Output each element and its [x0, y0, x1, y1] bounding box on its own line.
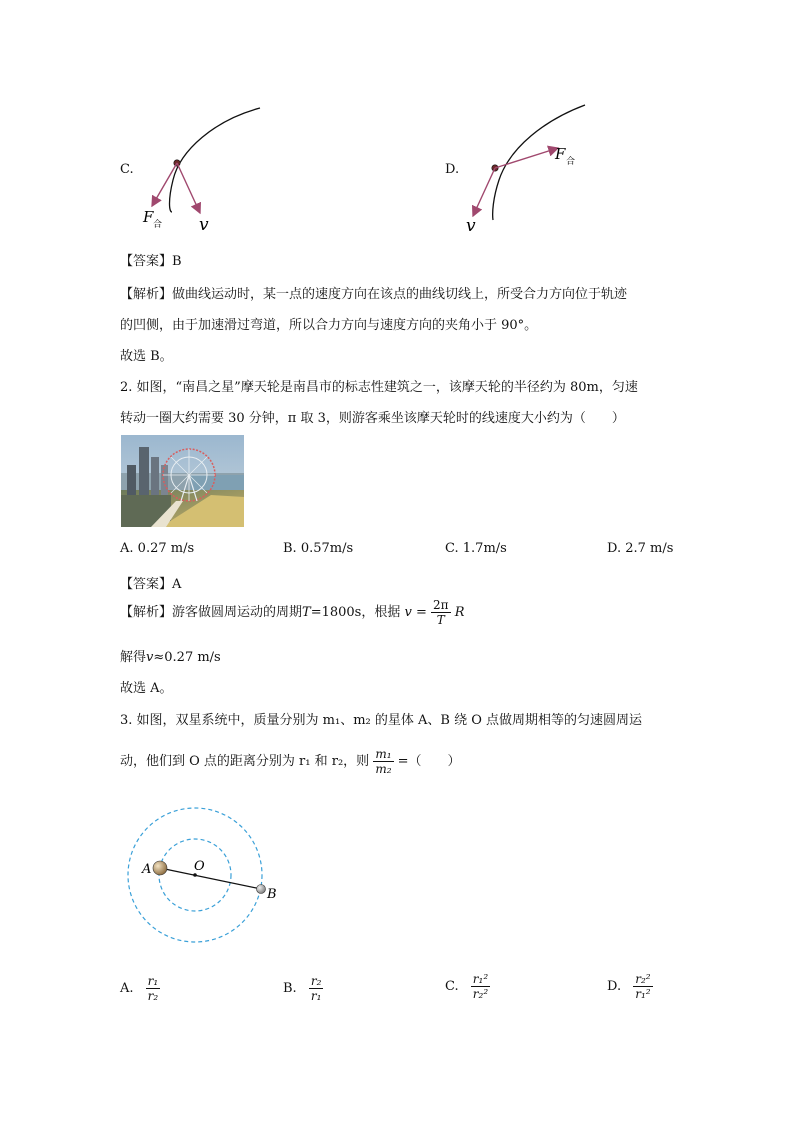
velocity-label: v: [199, 215, 209, 235]
force-arrow: [495, 148, 558, 168]
q2-stem-line1: 2. 如图，“南昌之星”摩天轮是南昌市的标志性建筑之一，该摩天轮的半径约为 80m，匀速: [120, 380, 638, 395]
analysis-tag: 【解析】: [120, 287, 173, 302]
q2-conclusion: 故选 A。: [120, 681, 173, 696]
q2-stem-line2: 转动一圈大约需要 30 分钟，π 取 3，则游客乘坐该摩天轮时的线速度大小约为（ ）: [120, 411, 625, 426]
binary-star-diagram: [120, 800, 280, 950]
analysis-text: 做曲线运动时，某一点的速度方向在该点的曲线切线上，所受合力方向位于轨迹: [172, 287, 628, 302]
option-c-diagram: [135, 100, 275, 240]
ferris-wheel-photo: [121, 435, 244, 527]
q3-option-c[interactable]: C. $\frac{\text{r₁²}}{\text{r₂²}}$: [445, 972, 489, 1001]
q2-option-c[interactable]: C. 1.7m/s: [445, 541, 507, 556]
velocity-arrow: [177, 163, 200, 213]
q2-option-b[interactable]: B. 0.57m/s: [283, 541, 354, 556]
trajectory-curve: [170, 108, 261, 212]
formula-lhs: v =: [404, 605, 427, 620]
q1-answer: [120, 250, 182, 269]
force-label: F: [555, 145, 566, 163]
option-d-label: D.: [445, 162, 460, 177]
q1-analysis-line1: [120, 283, 627, 302]
force-arrow: [152, 163, 177, 206]
q2-option-d[interactable]: D. 2.7 m/s: [607, 541, 674, 556]
q1-analysis-line2: 的凹侧，由于加速滑过弯道，所以合力方向与速度方向的夹角小于 90°。: [120, 318, 538, 333]
option-c-label: C.: [120, 162, 134, 177]
force-label: F: [143, 208, 154, 226]
label-a: A: [142, 862, 152, 877]
velocity-arrow: [473, 168, 495, 216]
answer-value: A: [172, 577, 182, 592]
q3-option-d[interactable]: D. $\frac{\text{r₂²}}{\text{r₁²}}$: [607, 972, 651, 1001]
q3-option-b[interactable]: B. $\frac{\text{r₂}}{\text{r₁}}$: [283, 974, 322, 1003]
label-b: B: [267, 887, 277, 902]
answer-tag: 【答案】: [120, 577, 173, 592]
q2-solve: 解得v≈0.27 m/s: [120, 650, 221, 665]
force-subscript: 合: [153, 220, 163, 230]
q2-analysis: 【解析】游客做圆周运动的周期T=1800s，根据 v = $\frac{2\pi}{T}$ R: [120, 598, 465, 627]
star-a: [153, 861, 167, 875]
label-o: O: [194, 859, 205, 874]
force-subscript: 合: [566, 157, 576, 167]
connecting-rod: [160, 868, 261, 889]
star-b: [257, 885, 266, 894]
option-d-diagram: [455, 95, 605, 240]
q2-answer: [120, 573, 181, 592]
q3-stem-line1: 3. 如图，双星系统中，质量分别为 m₁、m₂ 的星体 A、B 绕 O 点做周期相等的匀速圆周运: [120, 713, 643, 728]
velocity-label: v: [466, 216, 476, 236]
q1-conclusion: 故选 B。: [120, 349, 173, 364]
mass-ratio: $\frac{\text{m₁}}{\text{m₂}}$: [375, 747, 392, 776]
analysis-tag: 【解析】: [120, 605, 173, 620]
q3-stem-line2: 动，他们到 O 点的距离分别为 r₁ 和 r₂，则 $\frac{\text{m₁}}{\text{m₂}}$ =（ ）: [120, 747, 461, 776]
formula-fraction: $\frac{2\pi}{T}$: [433, 598, 449, 627]
answer-value: B: [172, 254, 182, 269]
q2-option-a[interactable]: A. 0.27 m/s: [120, 541, 195, 556]
answer-tag: 【答案】: [120, 254, 173, 269]
q3-option-a[interactable]: A. $\frac{\text{r₁}}{\text{r₂}}$: [120, 974, 159, 1003]
